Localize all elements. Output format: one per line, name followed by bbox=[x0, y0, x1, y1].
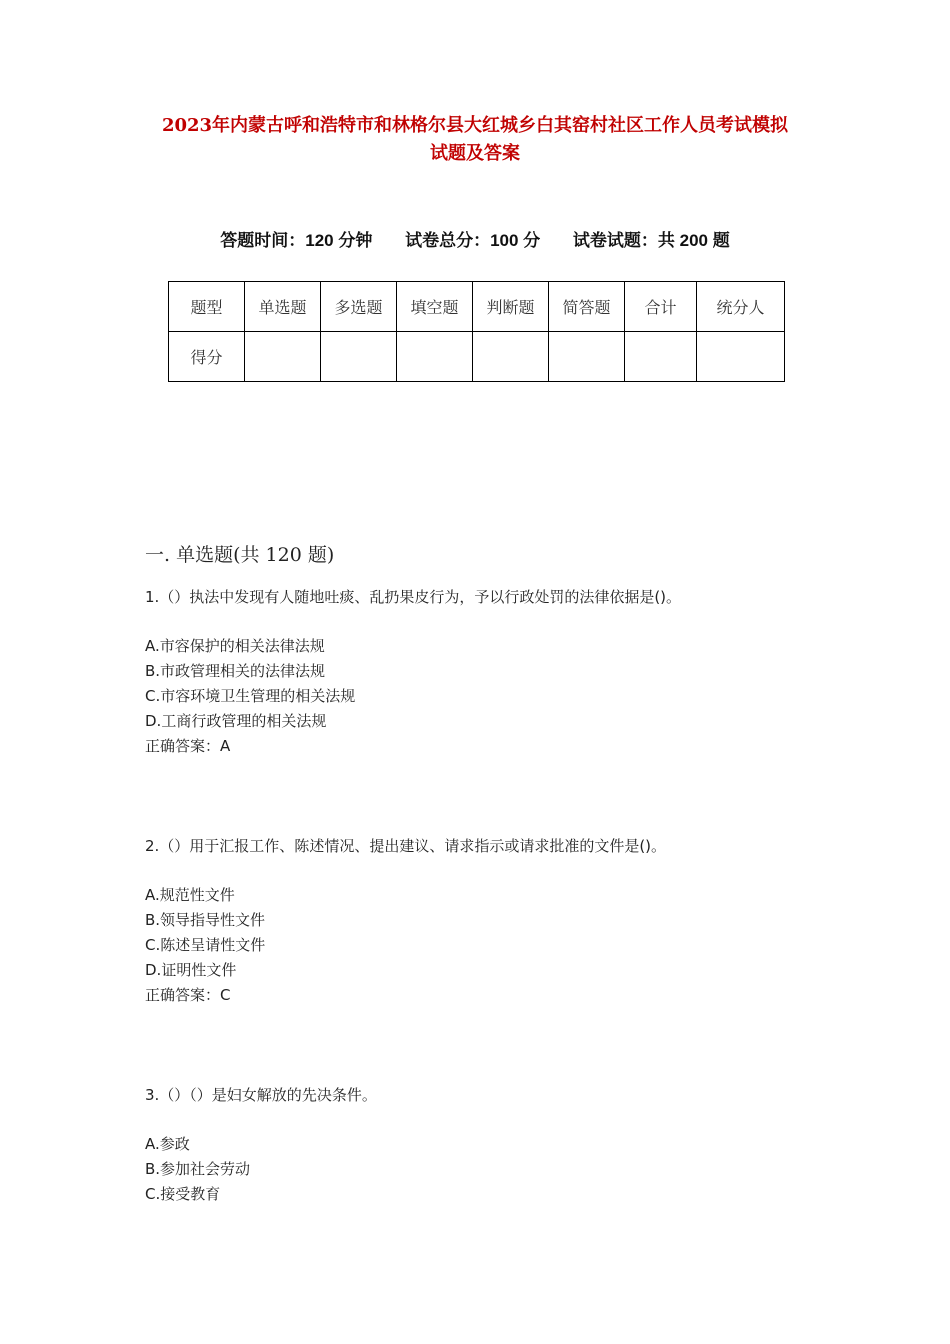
correct-answer: 正确答案：A bbox=[145, 737, 231, 755]
header-cell-short: 简答题 bbox=[549, 282, 625, 332]
exam-time: 答题时间：120 分钟 bbox=[220, 231, 373, 250]
question-stem: 2.（）用于汇报工作、陈述情况、提出建议、请求指示或请求批准的文件是()。 bbox=[145, 837, 667, 855]
section-title: 一. 单选题(共 120 题) bbox=[145, 544, 335, 566]
score-cell bbox=[625, 332, 697, 382]
option-c: C.市容环境卫生管理的相关法规 bbox=[145, 687, 356, 705]
question-stem: 3.（）（）是妇女解放的先决条件。 bbox=[145, 1086, 377, 1104]
score-cell bbox=[697, 332, 785, 382]
correct-answer: 正确答案：C bbox=[145, 986, 231, 1004]
option-b: B.市政管理相关的法律法规 bbox=[145, 662, 326, 680]
option-a: A.规范性文件 bbox=[145, 886, 235, 904]
exam-info bbox=[0, 226, 950, 251]
header-cell-scorer: 统分人 bbox=[697, 282, 785, 332]
header-cell-multi: 多选题 bbox=[321, 282, 397, 332]
question-3 bbox=[145, 1084, 377, 1207]
score-table-score-row bbox=[169, 332, 785, 382]
score-cell bbox=[549, 332, 625, 382]
score-row-label: 得分 bbox=[169, 332, 245, 382]
score-table bbox=[168, 281, 785, 382]
score-cell bbox=[473, 332, 549, 382]
title-line-1: 2023年内蒙古呼和浩特市和林格尔县大红城乡白其窑村社区工作人员考试模拟 bbox=[161, 115, 789, 136]
question-stem: 1.（）执法中发现有人随地吐痰、乱扔果皮行为，予以行政处罚的法律依据是()。 bbox=[145, 588, 682, 606]
score-cell bbox=[321, 332, 397, 382]
option-a: A.参政 bbox=[145, 1135, 190, 1153]
question-2 bbox=[145, 835, 666, 1008]
score-cell bbox=[245, 332, 321, 382]
option-d: D.工商行政管理的相关法规 bbox=[145, 712, 327, 730]
option-d: D.证明性文件 bbox=[145, 961, 237, 979]
option-b: B.领导指导性文件 bbox=[145, 911, 266, 929]
header-cell-judge: 判断题 bbox=[473, 282, 549, 332]
header-cell-type: 题型 bbox=[169, 282, 245, 332]
question-1 bbox=[145, 586, 681, 759]
score-table-header-row bbox=[169, 282, 785, 332]
question-options bbox=[145, 883, 666, 1008]
score-cell bbox=[397, 332, 473, 382]
option-a: A.市容保护的相关法律法规 bbox=[145, 637, 325, 655]
option-c: C.接受教育 bbox=[145, 1185, 221, 1203]
question-options bbox=[145, 1132, 377, 1207]
exam-total-score: 试卷总分：100 分 bbox=[405, 231, 541, 250]
header-cell-fill: 填空题 bbox=[397, 282, 473, 332]
option-b: B.参加社会劳动 bbox=[145, 1160, 251, 1178]
title-line-2: 试题及答案 bbox=[430, 143, 520, 164]
question-options bbox=[145, 634, 681, 759]
option-c: C.陈述呈请性文件 bbox=[145, 936, 266, 954]
header-cell-single: 单选题 bbox=[245, 282, 321, 332]
header-cell-total: 合计 bbox=[625, 282, 697, 332]
document-title bbox=[120, 112, 830, 168]
exam-question-count: 试卷试题：共 200 题 bbox=[572, 231, 730, 250]
